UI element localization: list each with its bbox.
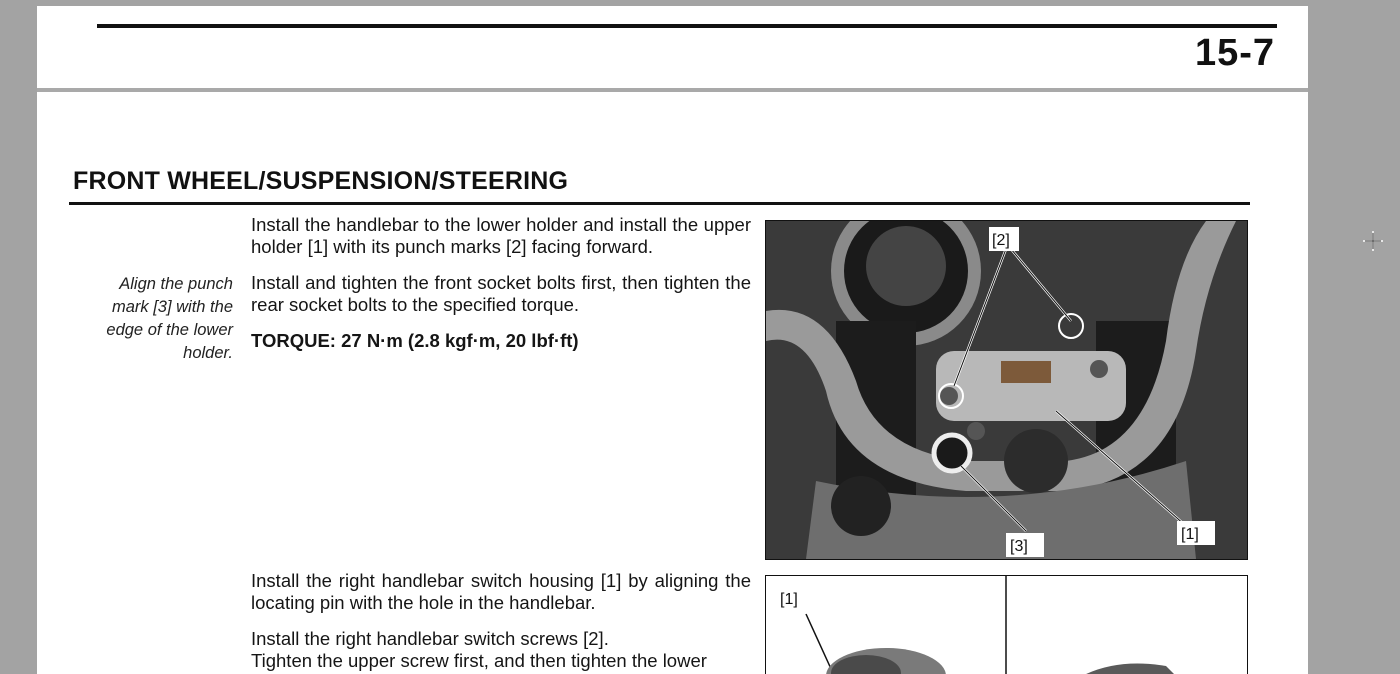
callout-punch-marks: [2] [992, 232, 1010, 249]
side-note-line: holder. [183, 344, 233, 362]
step2-para1: Install the right handlebar switch housing [1] by aligning the locating pin with the hole in the handlebar. [251, 570, 751, 613]
step2-text [251, 570, 751, 672]
header-rule [97, 24, 1277, 28]
side-note [79, 273, 233, 365]
page-header [37, 6, 1308, 90]
handlebar-holder-photo [766, 221, 1247, 559]
section-title: FRONT WHEEL/SUSPENSION/STEERING [73, 167, 569, 195]
header-separator [37, 88, 1308, 92]
section-rule [69, 202, 1250, 205]
step2-para2 [251, 628, 751, 672]
viewer-right-margin [1308, 0, 1400, 674]
step1-text [251, 214, 751, 366]
callout-punch-mark-lower: [3] [1010, 538, 1028, 555]
step2-para2-line1: Install the right handlebar switch screws [2]. [251, 628, 609, 649]
callout-upper-holder: [1] [1181, 526, 1199, 543]
move-cursor-icon [1362, 230, 1384, 252]
figure-switch-housing [765, 575, 1248, 674]
side-note-line: Align the punch [119, 275, 233, 293]
viewer-left-margin [0, 0, 37, 674]
side-note-line: mark [3] with the [111, 298, 233, 316]
step1-para2: Install and tighten the front socket bolts first, then tighten the rear socket bolts to the specified torque. [251, 272, 751, 315]
document-page [37, 6, 1308, 674]
figure-handlebar-holder [765, 220, 1248, 560]
callout-switch-housing: [1] [780, 591, 798, 608]
step2-para2-line2: Tighten the upper screw first, and then tighten the lower [251, 650, 707, 671]
page-number: 15-7 [1194, 32, 1275, 74]
side-note-line: edge of the lower [106, 321, 233, 339]
torque-spec: TORQUE: 27 N·m (2.8 kgf·m, 20 lbf·ft) [251, 330, 579, 351]
switch-housing-photo [766, 576, 1247, 674]
step1-para1: Install the handlebar to the lower holder and install the upper holder [1] with its punch marks [2] facing forward. [251, 214, 751, 257]
